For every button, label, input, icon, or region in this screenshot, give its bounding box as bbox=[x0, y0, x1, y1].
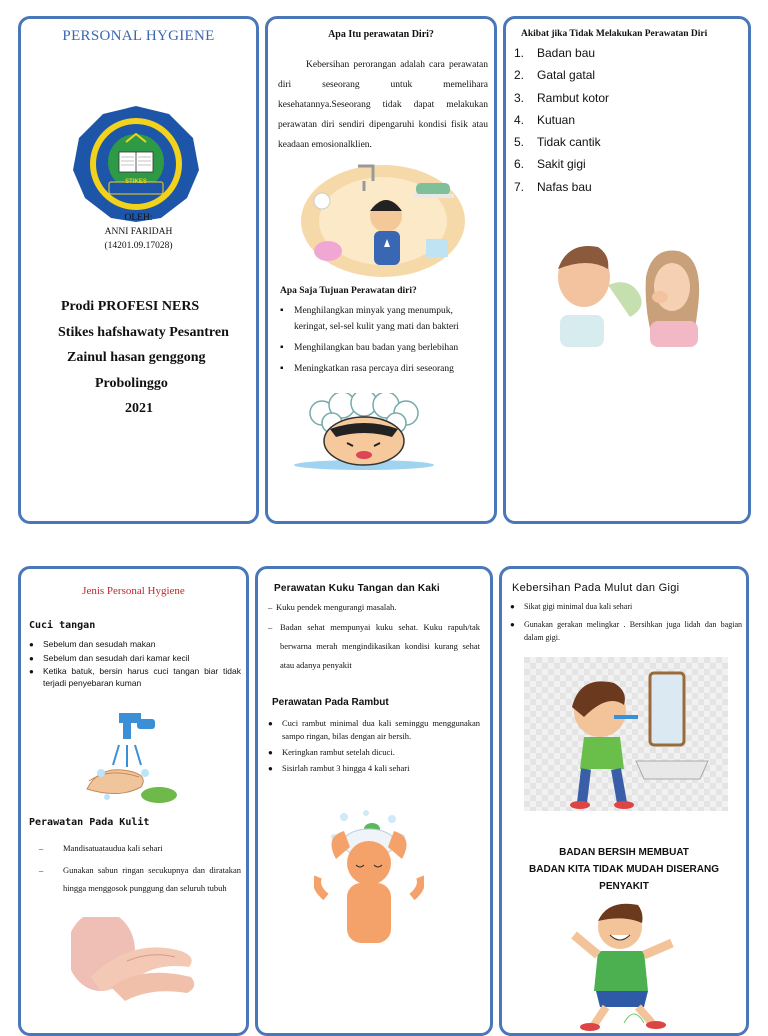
nails-heading: Perawatan Kuku Tangan dan Kaki bbox=[274, 583, 440, 594]
nails-item: – Badan sehat mempunyai kuku sehat. Kuku rapuh/tak berwarna merah mengindikasikan kondisi kurang sehat atau adanya penyakit bbox=[268, 618, 480, 675]
consequence-item: 5. Tidak cantik bbox=[514, 135, 601, 150]
oral-heading: Kebersihan Pada Mulut dan Gigi bbox=[512, 582, 680, 594]
program-line-4: Probolinggo bbox=[95, 376, 168, 391]
stikes-logo bbox=[71, 104, 201, 222]
skin-list bbox=[39, 839, 241, 897]
oral-item: ● Gunakan gerakan melingkar . Bersihkan juga lidah dan bagian dalam gigi. bbox=[510, 618, 742, 644]
skin-heading: Perawatan Pada Kulit bbox=[29, 817, 150, 828]
oral-panel bbox=[499, 566, 749, 1036]
author-name: ANNI FARIDAH bbox=[104, 227, 173, 237]
skin-care-illustration bbox=[71, 917, 201, 1003]
hair-item: ● Sisirlah rambut 3 hingga 4 kali sehari bbox=[268, 762, 480, 775]
consequences-heading: Akibat jika Tidak Melakukan Perawatan Diri bbox=[521, 29, 708, 39]
definition-panel bbox=[265, 16, 497, 524]
handwash-item: ● Sebelum dan sesudah makan bbox=[29, 639, 241, 651]
program-line-2: Stikes hafshawaty Pesantren bbox=[58, 325, 229, 340]
nails-hair-panel bbox=[255, 566, 493, 1036]
hair-wash-illustration bbox=[314, 807, 424, 957]
student-id: (14201.09.17028) bbox=[104, 241, 173, 251]
logo-label: STIKES bbox=[125, 179, 147, 185]
goals-heading: Apa Saja Tujuan Perawatan diri? bbox=[280, 286, 417, 296]
skin-item: – Gunakan sabun ringan secukupnya dan diratakan hingga menggosok punggung dan seluruh tubuh bbox=[39, 861, 241, 897]
consequences-list bbox=[514, 46, 734, 202]
handwash-list bbox=[29, 639, 241, 691]
boy-shampoo-illustration bbox=[292, 393, 437, 471]
consequence-item: 2. Gatal gatal bbox=[514, 68, 596, 83]
goals-list bbox=[276, 303, 488, 382]
definition-heading: Apa Itu perawatan Diri? bbox=[328, 29, 434, 40]
consequence-item: 1. Badan bau bbox=[514, 46, 596, 60]
handwash-item: ● Ketika batuk, bersin harus cuci tangan biar tidak terjadi penyebaran kuman bbox=[29, 666, 241, 689]
program-line-3: Zainul hasan genggong bbox=[67, 350, 206, 365]
health-slogan bbox=[502, 844, 746, 895]
skin-item: – Mandisatuataudua kali sehari bbox=[39, 839, 241, 857]
handwash-heading: Cuci tangan bbox=[29, 620, 96, 631]
consequences-panel bbox=[503, 16, 751, 524]
hair-item: ● Cuci rambut minimal dua kali seminggu menggunakan sampo ringan, bilas dengan air bersih. bbox=[268, 717, 480, 743]
hair-heading: Perawatan Pada Rambut bbox=[272, 697, 389, 708]
nails-item: – Kuku pendek mengurangi masalah. bbox=[268, 598, 480, 617]
handwash-illustration bbox=[79, 707, 189, 807]
program-line-1: Prodi PROFESI NERS bbox=[61, 299, 200, 314]
consequence-item: 6. Sakit gigi bbox=[514, 157, 586, 172]
consequence-item: 7. Nafas bau bbox=[514, 179, 592, 194]
self-care-illustration bbox=[298, 161, 468, 279]
slogan-line: BADAN KITA TIDAK MUDAH DISERANG bbox=[529, 864, 719, 875]
hair-list bbox=[268, 717, 480, 777]
cover-panel bbox=[18, 16, 259, 524]
bad-breath-illustration bbox=[548, 237, 708, 347]
nails-list bbox=[268, 598, 480, 675]
goal-item: ▪ Menghilangkan minyak yang menumpuk, keringat, sel-sel kulit yang mati dan bakteri bbox=[276, 303, 488, 335]
slogan-line: PENYAKIT bbox=[599, 881, 649, 892]
cover-title: PERSONAL HYGIENE bbox=[62, 28, 215, 44]
consequence-item: 4. Kutuan bbox=[514, 112, 576, 127]
tooth-brushing-illustration bbox=[524, 657, 728, 811]
healthy-boy-illustration bbox=[564, 895, 690, 1031]
goal-item: ▪ Meningkatkan rasa percaya diri seseorang bbox=[276, 361, 488, 377]
goal-item: ▪ Menghilangkan bau badan yang berlebihan bbox=[276, 340, 488, 356]
slogan-line: BADAN BERSIH MEMBUAT bbox=[559, 847, 689, 858]
oral-item: ● Sikat gigi minimal dua kali sehari bbox=[510, 600, 742, 613]
by-label: OLEH: bbox=[124, 213, 153, 223]
program-year: 2021 bbox=[125, 401, 153, 416]
types-heading: Jenis Personal Hygiene bbox=[82, 585, 185, 597]
consequence-item: 3. Rambut kotor bbox=[514, 90, 610, 105]
handwash-item: ● Sebelum dan sesudah dari kamar kecil bbox=[29, 653, 241, 665]
types-panel bbox=[18, 566, 249, 1036]
oral-list bbox=[510, 600, 742, 646]
definition-paragraph: Kebersihan perorangan adalah cara perawatan diri seseorang untuk memelihara kesehatannya.Seseorang tidak dapat melakukan perawatan diri sendiri dipengaruhi kondisi fisik atau keadaan emosionalklien. bbox=[278, 60, 488, 150]
hair-item: ● Keringkan rambut setelah dicuci. bbox=[268, 746, 480, 759]
